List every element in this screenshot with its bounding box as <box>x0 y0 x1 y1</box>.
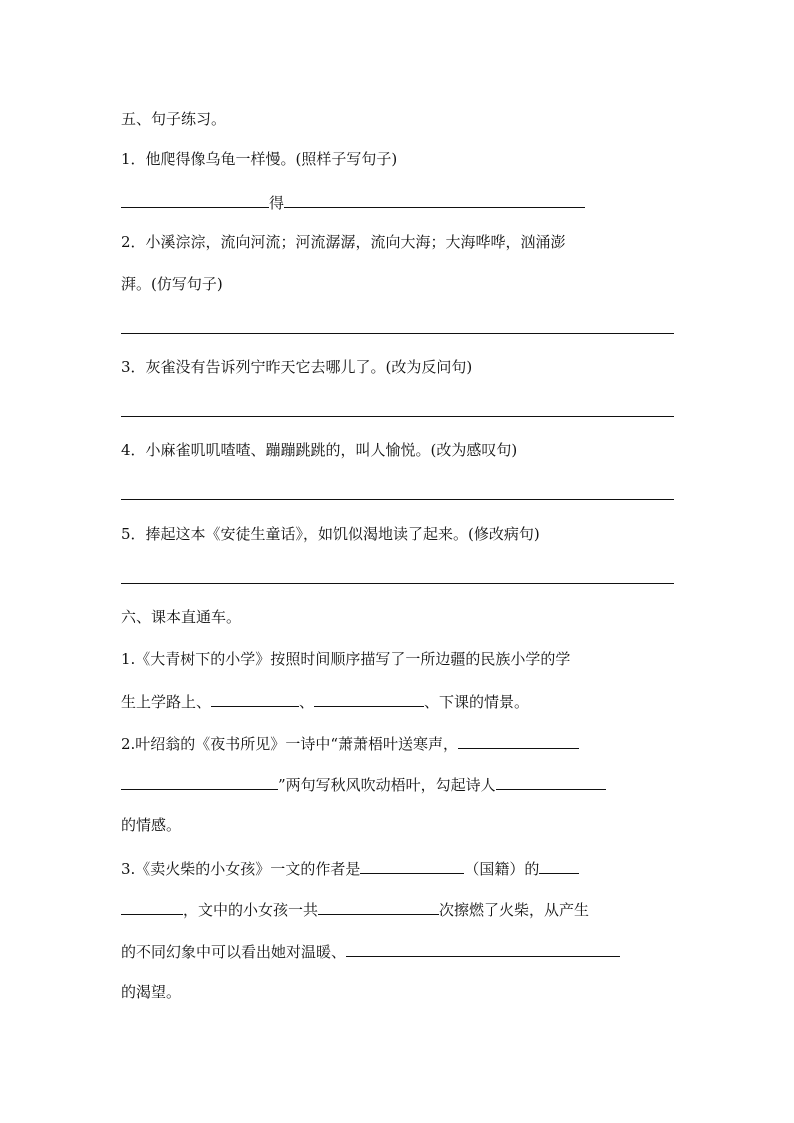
question-5-5: 5．捧起这本《安徒生童话》，如饥似渴地读了起来。(修改病句) <box>121 525 540 543</box>
question-6-3-line4: 的渴望。 <box>121 983 182 1001</box>
section-6-title: 六、课本直通车。 <box>121 608 242 626</box>
question-6-3-line1 <box>121 856 579 880</box>
fill-blank[interactable] <box>458 731 579 749</box>
answer-blank[interactable] <box>121 190 269 208</box>
text-segment: ，文中的小女孩一共 <box>183 901 319 919</box>
fill-blank[interactable] <box>539 856 579 874</box>
text-segment: 、 <box>299 693 315 711</box>
fill-blank[interactable] <box>496 772 606 790</box>
text-segment: ”两句写秋风吹动梧叶，勾起诗人 <box>278 776 496 794</box>
question-6-2-line3: 的情感。 <box>121 816 182 834</box>
fill-blank[interactable] <box>314 689 424 707</box>
question-5-1: 1．他爬得像乌龟一样慢。(照样子写句子) <box>121 150 398 168</box>
question-5-1-answer-line <box>121 190 585 214</box>
question-6-2-line2 <box>121 772 606 796</box>
fill-blank[interactable] <box>318 897 439 915</box>
text-segment: 生上学路上、 <box>121 693 212 711</box>
text-segment: 3.《卖火柴的小女孩》一文的作者是 <box>121 860 361 878</box>
answer-line[interactable] <box>121 416 674 417</box>
question-5-2-line1: 2．小溪淙淙，流向河流；河流潺潺，流向大海；大海哗哗，汹涌澎 <box>121 233 566 251</box>
question-6-3-line3 <box>121 939 620 963</box>
text-segment: 次擦燃了火柴，从产生 <box>439 901 590 919</box>
answer-mid-word: 得 <box>269 194 285 212</box>
text-segment: 的不同幻象中可以看出她对温暖、 <box>121 943 347 961</box>
question-5-4: 4．小麻雀叽叽喳喳、蹦蹦跳跳的，叫人愉悦。(改为感叹句) <box>121 441 518 459</box>
question-5-3: 3．灰雀没有告诉列宁昨天它去哪儿了。(改为反问句) <box>121 358 473 376</box>
answer-blank[interactable] <box>284 190 585 208</box>
answer-line[interactable] <box>121 583 674 584</box>
answer-line[interactable] <box>121 499 674 500</box>
question-6-1-line2 <box>121 689 529 713</box>
question-6-1-line1: 1.《大青树下的小学》按照时间顺序描写了一所边疆的民族小学的学 <box>121 650 571 668</box>
section-5-title: 五、句子练习。 <box>121 110 227 128</box>
answer-line[interactable] <box>121 333 674 334</box>
fill-blank[interactable] <box>360 856 464 874</box>
text-segment: （国籍）的 <box>464 860 540 878</box>
question-6-3-line2 <box>121 897 589 921</box>
fill-blank[interactable] <box>121 772 278 790</box>
fill-blank[interactable] <box>211 689 299 707</box>
fill-blank[interactable] <box>346 939 620 957</box>
question-5-2-line2: 湃。(仿写句子) <box>121 275 223 293</box>
question-6-2-line1 <box>121 731 579 755</box>
text-segment: 2.叶绍翁的《夜书所见》一诗中“萧萧梧叶送寒声， <box>121 735 458 753</box>
fill-blank[interactable] <box>121 897 183 915</box>
text-segment: 、下课的情景。 <box>424 693 530 711</box>
